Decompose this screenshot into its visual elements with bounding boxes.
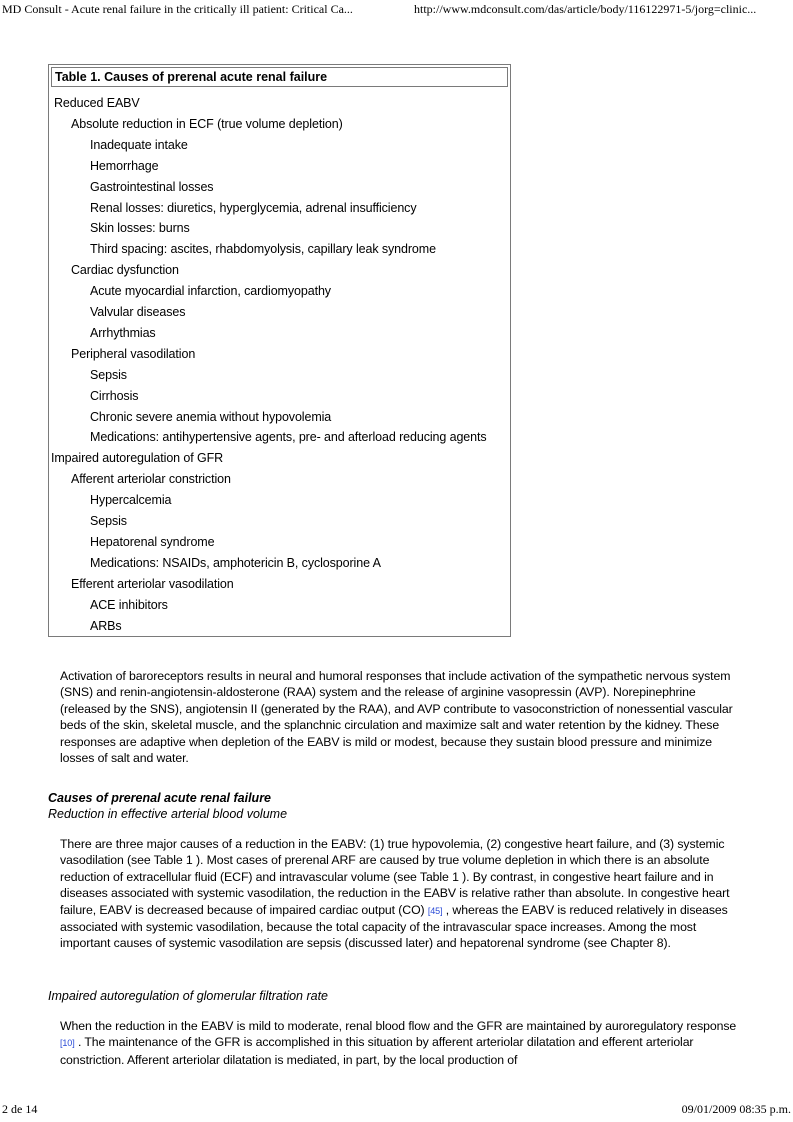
page-number: 2 de 14 [2, 1102, 38, 1116]
table-row: Sepsis [90, 514, 127, 528]
table-row: Skin losses: burns [90, 221, 190, 236]
table-row: Cirrhosis [90, 388, 139, 403]
table-row: Absolute reduction in ECF (true volume depletion) [71, 116, 343, 131]
table-row: ARBs [90, 618, 122, 633]
site-name: MD Consult [2, 2, 62, 16]
reference-link-10[interactable]: [10] [60, 1038, 75, 1049]
table-row: Arrhythmias [90, 325, 156, 340]
table-row: Gastrointestinal losses [90, 179, 214, 194]
table-row: Hepatorenal syndrome [90, 534, 215, 549]
table-row: Medications: antihypertensive agents, pre- and afterload reducing agents [90, 430, 487, 445]
table-row: Peripheral vasodilation [71, 346, 196, 361]
para2-text-a: There are three major causes of a reduction in the EABV: (1) true hypovolemia, (2) congestive heart failure, and (3) systemic vasodilation (see Table 1 ). Most cases of prerenal ARF are caused by true volume depletion in which there is an absolute reduction of extracellular fluid (ECF) and intravascular volume (see Table 1 ). By contrast, in congestive heart failure and in diseases associated with systemic vasodilation, the reduction in the EABV is relative rather than absolute. In congestive heart failure, EABV is decreased because of impaired cardiac output (CO) [60, 837, 730, 917]
table-row: Impaired autoregulation of GFR [51, 451, 224, 466]
table-row: ACE inhibitors [90, 597, 168, 612]
subheading-autoregulation: Impaired autoregulation of glomerular filtration rate [48, 989, 329, 1003]
table-row: Renal losses: diuretics, hyperglycemia, adrenal insufficiency [90, 200, 417, 215]
table-row: Cardiac dysfunction [71, 263, 179, 278]
section-heading: Causes of prerenal acute renal failure [48, 791, 272, 805]
paragraph-autoregulation [60, 1018, 746, 1068]
table-title: Table 1. Causes of prerenal acute renal failure [51, 67, 508, 87]
reference-link-45[interactable]: [45] [427, 905, 443, 916]
para3-text-b: . The maintenance of the GFR is accomplished in this situation by afferent arteriolar dilatation and efferent arteriolar constriction. Afferent arteriolar dilatation is mediated, in part, by the local production of [60, 1035, 694, 1067]
causes-table [48, 64, 511, 637]
table-row: Chronic severe anemia without hypovolemia [90, 409, 332, 424]
page-title-header [2, 2, 353, 17]
table-row: Sepsis [90, 367, 127, 382]
table-row: Hemorrhage [90, 158, 159, 173]
table-row: Third spacing: ascites, rhabdomyolysis, capillary leak syndrome [90, 242, 436, 257]
table-row: Acute myocardial infarction, cardiomyopathy [90, 284, 331, 299]
subheading-eabv: Reduction in effective arterial blood volume [48, 807, 288, 821]
paragraph-baroreceptors: Activation of baroreceptors results in neural and humoral responses that include activation of the sympathetic nervous system (SNS) and renin-angiotensin-aldosterone (RAA) system and the release of arginine vasopressin (AVP). Norepinephrine (released by the SNS), angiotensin II (generated by the RAA), and AVP contribute to vasoconstriction of nonessential vascular beds of the skin, skeletal muscle, and the splanchnic circulation and maximize salt and water retention by the kidney. These responses are adaptive when depletion of the EABV is mild or modest, because they sustain blood pressure and minimize losses of salt and water. [60, 669, 733, 766]
para2-text-b: , whereas the EABV is reduced relatively in diseases associated with systemic vasodilation, because the total capacity of the intravascular space increases. Among the most important causes of systemic vasodilation are sepsis (discussed later) and hepatorenal syndrome (see Chapter 8). [60, 902, 728, 951]
paragraph-eabv-causes [60, 836, 746, 952]
table-row: Valvular diseases [90, 305, 186, 319]
table-row: Reduced EABV [54, 96, 140, 110]
table-row: Medications: NSAIDs, amphotericin B, cyclosporine A [90, 555, 381, 570]
print-header [2, 2, 791, 20]
page-url: http://www.mdconsult.com/das/article/body/116122971-5/jorg=clinic... [414, 2, 757, 16]
article-title: - Acute renal failure in the critically ill patient: Critical Ca... [61, 2, 353, 16]
table-row: Inadequate intake [90, 137, 188, 152]
table-row: Efferent arteriolar vasodilation [71, 576, 234, 591]
print-footer [2, 1102, 791, 1118]
table-row: Hypercalcemia [90, 493, 172, 508]
print-datetime: 09/01/2009 08:35 p.m. [681, 1102, 791, 1116]
para3-text-a: When the reduction in the EABV is mild to moderate, renal blood flow and the GFR are maintained by auroregulatory response [60, 1019, 737, 1033]
table-row: Afferent arteriolar constriction [71, 472, 231, 487]
